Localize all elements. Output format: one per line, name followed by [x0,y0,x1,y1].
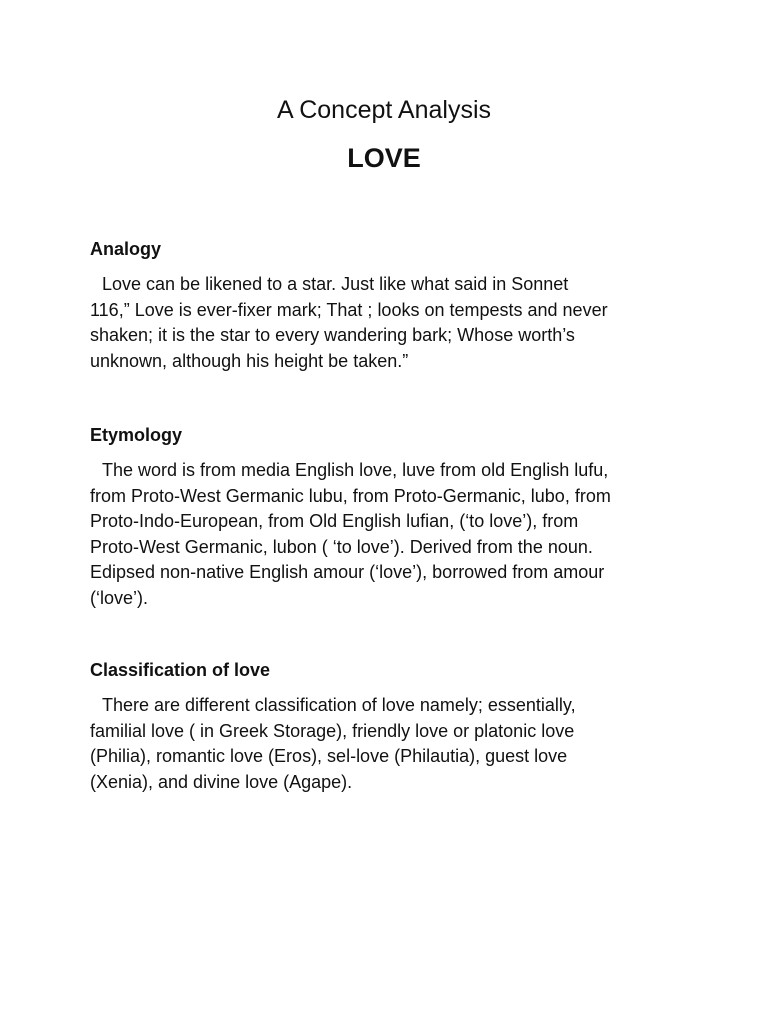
section-etymology [90,423,690,611]
section-classification [90,658,690,795]
document-subtitle: A Concept Analysis [276,96,491,124]
section-heading: Classification of love [90,660,271,680]
section-heading: Analogy [90,239,162,259]
section-body: Love can be likened to a star. Just like what said in Sonnet 116,” Love is ever-fixer mark; That ; looks on tempests and never shaken; it is the star to every wandering bark; Whose worth’s unknown, although his height be taken.” [90,274,608,371]
section-body: There are different classification of love namely; essentially, familial love ( in Greek Storage), friendly love or platonic love (Philia), romantic love (Eros), sel-love (Philautia), guest love (Xenia), and divine love (Agape). [90,695,576,792]
section-analogy [90,237,690,374]
document-title: LOVE [347,143,421,173]
section-body: The word is from media English love, luve from old English lufu, from Proto-West Germanic lubu, from Proto-Germanic, lubo, from Proto-Indo-European, from Old English lufian, (‘to love’), from Proto-West Germanic, lubon ( ‘to love’). Derived from the noun. Edipsed non-native English amour (‘love’), borrowed from amour (‘love’). [90,460,611,608]
section-heading: Etymology [90,425,183,445]
